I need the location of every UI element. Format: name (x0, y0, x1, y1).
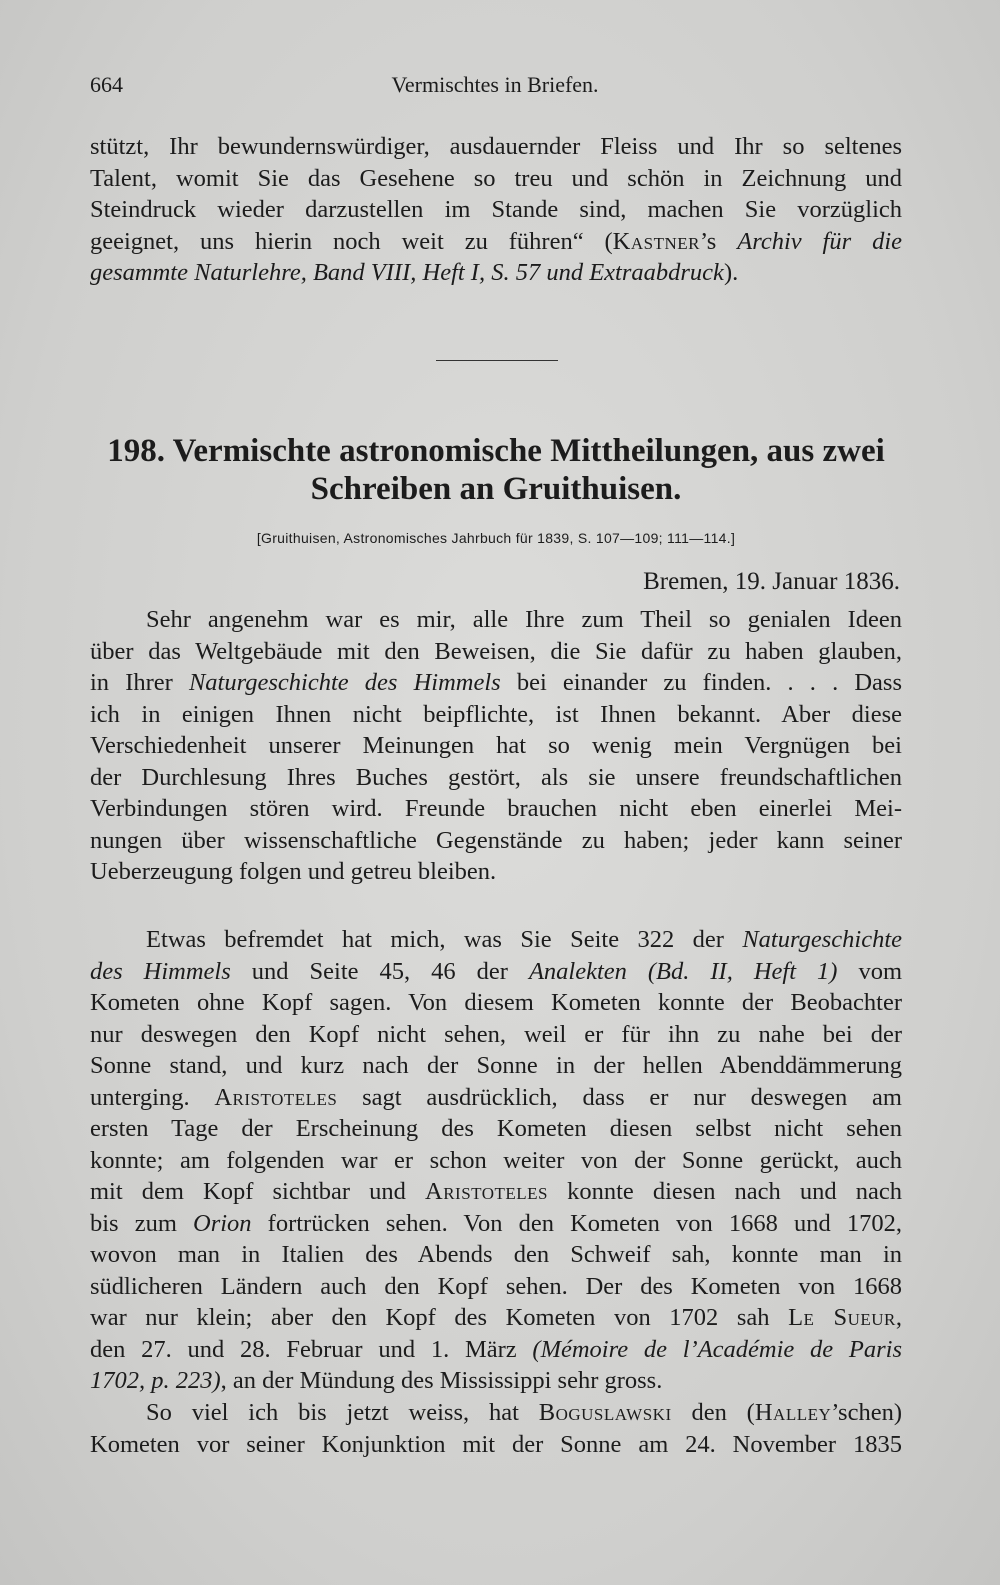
text-line: in Ihrer Naturgeschichte des Himmels bei einander zu finden. . . . Dass (90, 669, 902, 696)
text-line: südlicheren Ländern auch den Kopf sehen. Der des Kometen von 1668 (90, 1272, 902, 1300)
author-name: Boguslawski (538, 1399, 672, 1426)
section-divider (436, 360, 558, 361)
continued-paragraph (90, 131, 902, 289)
text-line: Verschiedenheit unserer Meinungen hat so wenig mein Vergnügen bei (90, 732, 902, 759)
text-line: nungen über wissenschaftliche Gegenstände zu haben; jeder kann seiner (90, 826, 902, 854)
text-line: stützt, Ihr bewundernswürdiger, ausdauernder Fleiss und Ihr so seltenes (90, 133, 902, 160)
text-line: Steindruck wieder darzustellen im Stande sind, machen Sie vorzüglich (90, 196, 902, 223)
text-line: nur deswegen den Kopf nicht sehen, weil er für ihn zu nahe bei der (90, 1020, 902, 1048)
author-name: Kastner (612, 227, 700, 255)
text-line: konnte; am folgenden war er schon weiter von der Sonne gerückt, auch (90, 1146, 902, 1174)
text-line: Etwas befremdet hat mich, was Sie Seite 322 der Naturgeschichte (146, 926, 902, 953)
text-line: wovon man in Italien des Abends den Schweif sah, konnte man in (90, 1241, 902, 1268)
text-line: bis zum Orion fortrücken sehen. Von den Kometen von 1668 und 1702, (90, 1209, 902, 1237)
text-line: des Himmels und Seite 45, 46 der Analekten (Bd. II, Heft 1) vom (90, 957, 902, 985)
text-line: war nur klein; aber den Kopf des Kometen von 1702 sah Le Sueur, (90, 1304, 902, 1331)
text-line: geeignet, uns hierin noch weit zu führen“ (Kastner’s Archiv für die (90, 227, 902, 255)
text-line: Ueberzeugung folgen und getreu bleiben. (90, 858, 497, 885)
author-name: Aristoteles (425, 1178, 548, 1205)
author-name: Halley (754, 1399, 832, 1426)
text-line: Sonne stand, und kurz nach der Sonne in der hellen Abenddämmerung (90, 1052, 902, 1079)
text-line: den 27. und 28. Februar und 1. März (Mémoire de l’Académie de Paris (90, 1335, 902, 1363)
letter-dateline: Bremen, 19. Januar 1836. (643, 568, 900, 595)
page-header (90, 72, 900, 112)
section-title (90, 432, 902, 508)
title-line: Schreiben an Gruithuisen. (310, 471, 682, 507)
text-line: ich in einigen Ihnen nicht beipflichte, ist Ihnen bekannt. Aber diese (90, 700, 902, 728)
text-line: ersten Tage der Erscheinung des Kometen diesen selbst nicht sehen (90, 1115, 902, 1142)
source-citation: [Gruithuisen, Astronomisches Jahrbuch für 1839, S. 107—109; 111—114.] (256, 530, 736, 546)
text-line: Kometen ohne Kopf sagen. Von diesem Kometen konnte der Beobachter (90, 989, 902, 1016)
paragraph-3 (90, 1397, 902, 1460)
text-line: 1702, p. 223), an der Mündung des Mississippi sehr gross. (90, 1367, 663, 1394)
text-line: über das Weltgebäude mit den Beweisen, die Sie dafür zu haben glauben, (90, 637, 902, 665)
text-line: Kometen vor seiner Konjunktion mit der Sonne am 24. November 1835 (90, 1430, 902, 1458)
page-number: 664 (90, 72, 123, 97)
text-line: Verbindungen stören wird. Freunde brauchen nicht eben einerlei Mei- (90, 795, 902, 822)
paragraph-2 (90, 924, 902, 1397)
text-line: Sehr angenehm war es mir, alle Ihre zum Theil so genialen Ideen (146, 606, 902, 633)
text-line: mit dem Kopf sichtbar und Aristoteles konnte diesen nach und nach (90, 1178, 902, 1205)
text-line: der Durchlesung Ihres Buches gestört, als sie unsere freundschaftlichen (90, 763, 902, 791)
author-name: Aristoteles (214, 1083, 338, 1111)
running-title: Vermischtes in Briefen. (391, 72, 599, 97)
text-line: So viel ich bis jetzt weiss, hat Boguslawski den (Halley’schen) (146, 1399, 902, 1426)
text-line: gesammte Naturlehre, Band VIII, Heft I, S. 57 und Extraabdruck). (90, 259, 739, 286)
text-line: Talent, womit Sie das Gesehene so treu und schön in Zeichnung und (90, 164, 902, 192)
text-line: unterging. Aristoteles sagt ausdrücklich, dass er nur deswegen am (90, 1083, 902, 1111)
paragraph-1 (90, 604, 902, 888)
title-line: 198. Vermischte astronomische Mittheilungen, aus zwei (107, 433, 885, 469)
author-name: Le Sueur (788, 1304, 896, 1331)
